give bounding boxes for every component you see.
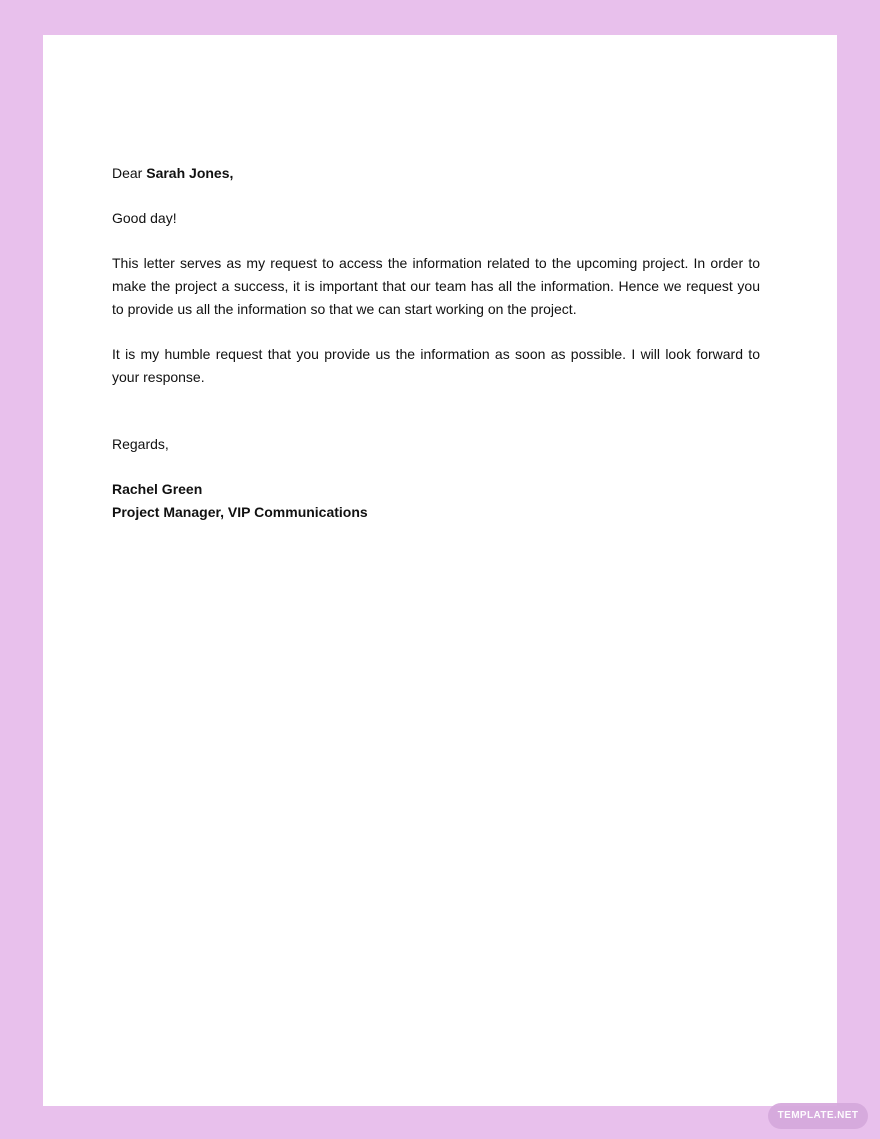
body-paragraph-1: This letter serves as my request to access the information related to the upcoming project. In order to make the project a success, it is important that our team has all the information. Hence we request you to provide us all the information so that we can start working on the project. (112, 255, 760, 317)
salutation (112, 162, 760, 185)
closing: Regards, (112, 436, 169, 452)
letter-body (112, 162, 760, 524)
opening-line: Good day! (112, 210, 177, 226)
signature-block (112, 478, 760, 524)
body-paragraph-2: It is my humble request that you provide us the information as soon as possible. I will look forward to your response. (112, 346, 760, 385)
template-watermark-badge[interactable]: TEMPLATE.NET (768, 1103, 868, 1129)
recipient-name: Sarah Jones, (146, 165, 234, 181)
signer-name: Rachel Green (112, 481, 203, 497)
letter-page (43, 35, 837, 1106)
signer-title: Project Manager, VIP Communications (112, 504, 368, 520)
salutation-prefix: Dear (112, 165, 147, 181)
